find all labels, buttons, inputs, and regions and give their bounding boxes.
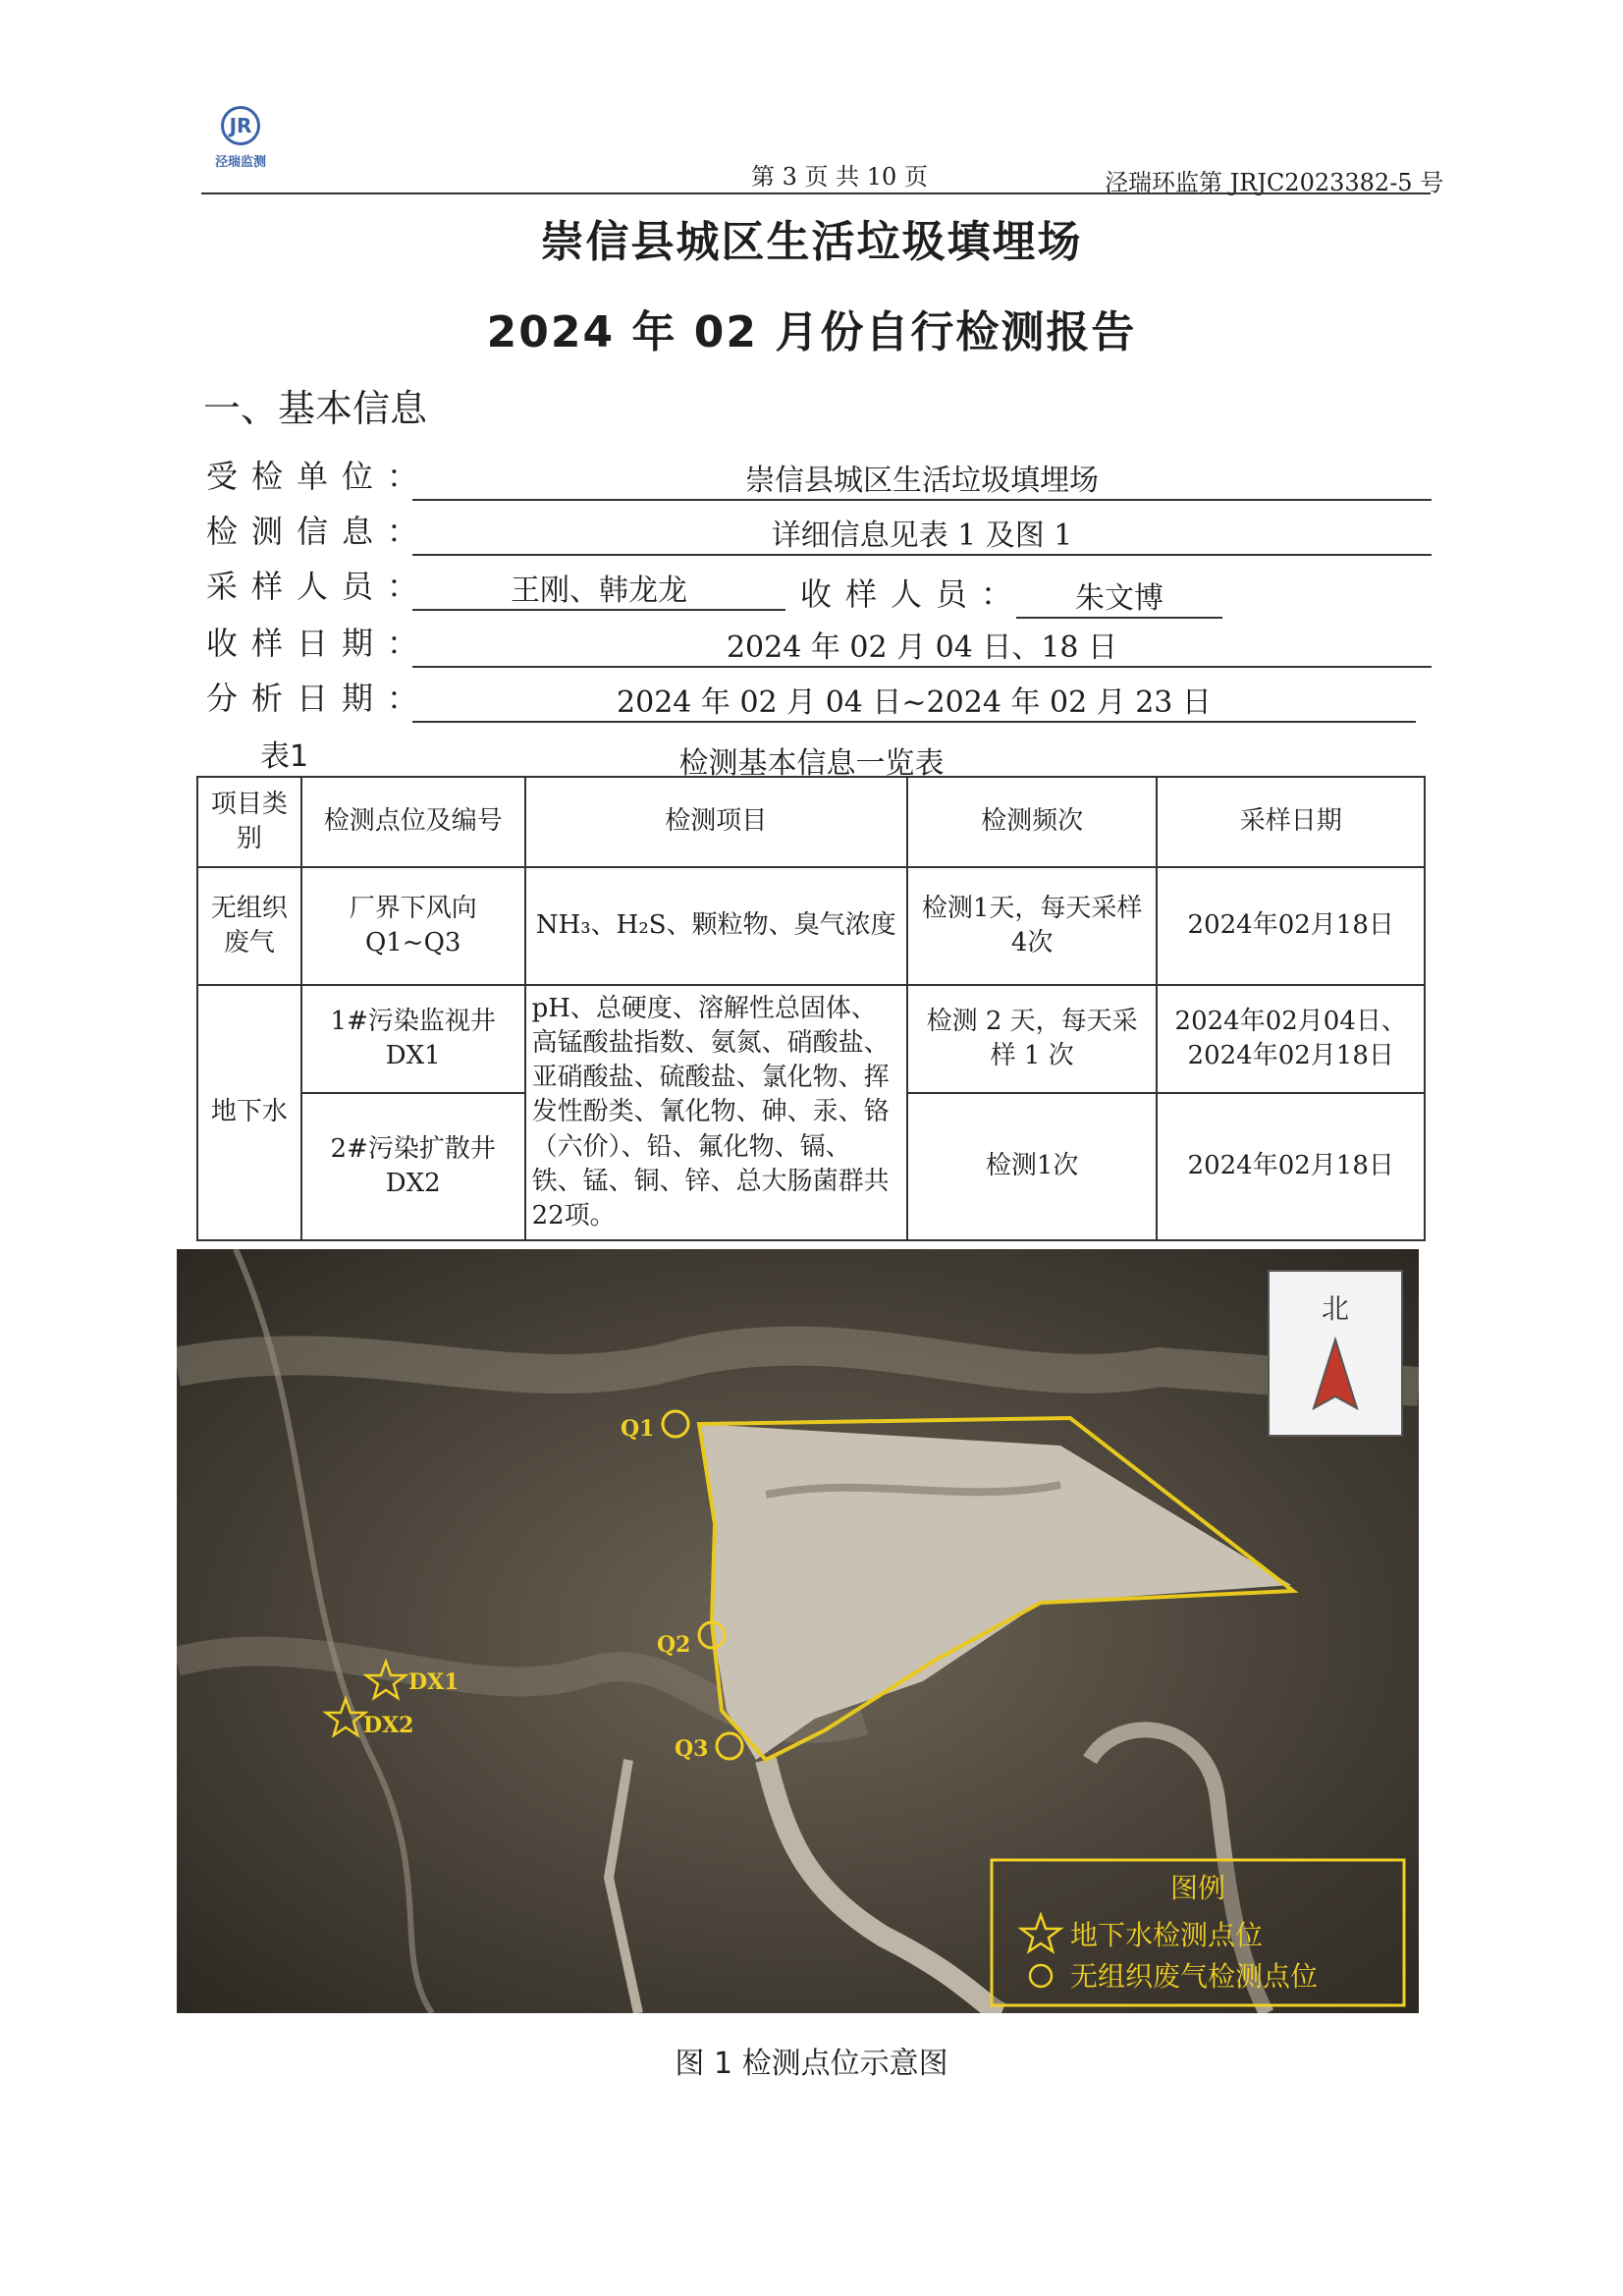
unit-label: 受检单位： (206, 458, 433, 495)
receive-date-label: 收样日期： (206, 625, 433, 662)
sampler-value: 王刚、韩龙龙 (412, 566, 785, 611)
analysis-date-label: 分析日期： (206, 680, 433, 717)
logo-mark: JR (221, 106, 260, 145)
monitoring-map (177, 1249, 1419, 2013)
north-label: 北 (1321, 1292, 1350, 1325)
point-label-q3: Q3 (675, 1736, 709, 1762)
table-header-row (197, 777, 1425, 867)
page-number: 第 3 页 共 10 页 (751, 163, 928, 191)
cell-date: 2024年02月18日 (1157, 867, 1425, 985)
point-label-dx1: DX1 (408, 1669, 460, 1695)
legend-star-label: 地下水检测点位 (1070, 1919, 1264, 1951)
info-value: 详细信息见表 1 及图 1 (412, 511, 1432, 556)
receiver-value: 朱文博 (1016, 574, 1222, 619)
header-frequency: 检测频次 (907, 777, 1158, 867)
cell-category: 地下水 (197, 985, 301, 1240)
legend-circle-label: 无组织废气检测点位 (1070, 1960, 1319, 1993)
receive-date-value: 2024 年 02 月 04 日、18 日 (412, 623, 1432, 668)
report-title-line2: 2024 年 02 月份自行检测报告 (486, 307, 1137, 357)
unit-value: 崇信县城区生活垃圾填埋场 (412, 456, 1432, 501)
cell-date: 2024年02月18日 (1157, 1093, 1425, 1240)
cell-frequency: 检测 2 天，每天采样 1 次 (907, 985, 1158, 1093)
header-date: 采样日期 (1157, 777, 1425, 867)
table-label: 表1 (260, 739, 309, 774)
point-label-dx2: DX2 (363, 1713, 414, 1738)
table-row (197, 867, 1425, 985)
cell-frequency: 检测1次 (907, 1093, 1158, 1240)
receiver-label: 收样人员： (800, 575, 1027, 613)
cell-date: 2024年02月04日、2024年02月18日 (1157, 985, 1425, 1093)
report-number: 泾瑞环监第 JRJC2023382-5 号 (1105, 169, 1444, 196)
header-divider (201, 192, 1431, 194)
header-items: 检测项目 (525, 777, 907, 867)
info-label: 检测信息： (206, 513, 433, 550)
logo-text: 泾瑞监测 (214, 155, 266, 170)
cell-items: pH、总硬度、溶解性总固体、高锰酸盐指数、氨氮、硝酸盐、亚硝酸盐、硫酸盐、氯化物、挥发性酚类、氰化物、砷、汞、铬（六价）、铅、氟化物、镉、铁、锰、铜、锌、总大肠菌群共22项。 (525, 985, 907, 1240)
cell-point: 厂界下风向 Q1~Q3 (301, 867, 525, 985)
table-caption: 检测基本信息一览表 (678, 746, 945, 781)
point-label-q1: Q1 (621, 1416, 655, 1442)
analysis-date-value: 2024 年 02 月 04 日~2024 年 02 月 23 日 (412, 678, 1416, 723)
cell-items: NH₃、H₂S、颗粒物、臭气浓度 (525, 867, 907, 985)
company-logo (201, 106, 280, 175)
figure-caption: 图 1 检测点位示意图 (675, 2047, 948, 2081)
cell-point: 1#污染监视井 DX1 (301, 985, 525, 1093)
legend-title: 图例 (1169, 1872, 1226, 1904)
table-row (197, 985, 1425, 1093)
cell-frequency: 检测1天，每天采样4次 (907, 867, 1158, 985)
cell-point: 2#污染扩散井 DX2 (301, 1093, 525, 1240)
section-heading: 一、基本信息 (203, 387, 428, 430)
cell-category: 无组织废气 (197, 867, 301, 985)
header-category: 项目类别 (197, 777, 301, 867)
info-table (196, 776, 1426, 1241)
point-label-q2: Q2 (657, 1632, 691, 1658)
header-point: 检测点位及编号 (301, 777, 525, 867)
report-title-line1: 崇信县城区生活垃圾填埋场 (540, 217, 1083, 267)
sampler-label: 采样人员： (206, 568, 433, 605)
